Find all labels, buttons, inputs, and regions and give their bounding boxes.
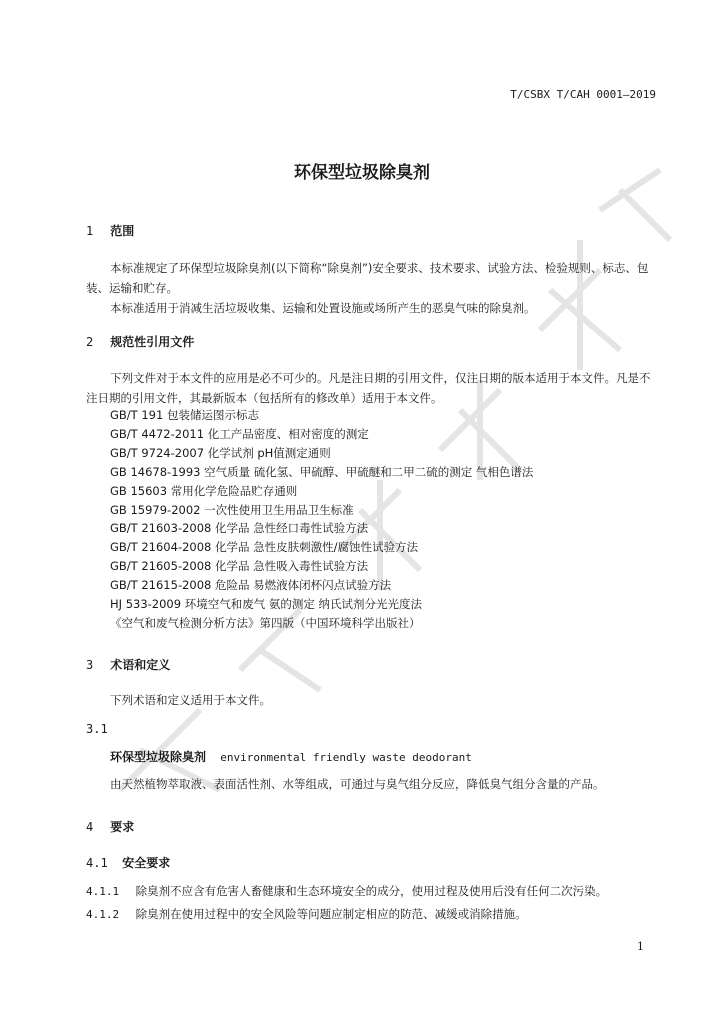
section-1-heading (86, 222, 134, 239)
reference-item: GB/T 21615-2008 危险品 易燃液体闭杯闪点试验方法 (110, 578, 392, 593)
paragraph: 由天然植物萃取液、表面活性剂、水等组成，可通过与臭气组分反应，降低臭气组分含量的产品。 (110, 777, 605, 791)
reference-list (110, 406, 533, 633)
clause-number: 4.1.2 (86, 908, 120, 921)
clause-4-1-2 (86, 906, 527, 922)
reference-item: 《空气和废气检测分析方法》第四版（中国环境科学出版社） (110, 615, 421, 630)
section-4-heading (86, 818, 134, 835)
term-entry (110, 748, 472, 765)
term-definition (86, 774, 660, 794)
section-2-intro (86, 368, 660, 408)
subsection-3-1-number: 3.1 (86, 722, 108, 736)
subsection-4-1-heading (86, 854, 170, 871)
clause-number: 4.1.1 (86, 885, 120, 898)
section-title: 要求 (110, 820, 135, 834)
reference-item: GB 14678-1993 空气质量 硫化氢、甲硫醇、甲硫醚和二甲二硫的测定 气相色谱法 (110, 464, 534, 479)
reference-item: GB/T 21605-2008 化学品 急性吸入毒性试验方法 (110, 559, 369, 574)
section-title: 范围 (110, 224, 135, 238)
clause-text: 除臭剂不应含有危害人畜健康和生态环境安全的成分，使用过程及使用后没有任何二次污染。 (135, 884, 608, 898)
document-number: T/CSBX T/CAH 0001—2019 (510, 88, 656, 101)
reference-item: GB 15603 常用化学危险品贮存通则 (110, 483, 298, 498)
reference-item: GB/T 21603-2008 化学品 急性经口毒性试验方法 (110, 521, 369, 536)
reference-item: GB 15979-2002 一次性使用卫生用品卫生标准 (110, 502, 354, 517)
subsection-number: 4.1 (86, 856, 108, 870)
page-number: 1 (637, 940, 644, 953)
section-title: 规范性引用文件 (110, 335, 195, 349)
section-3-intro (86, 690, 660, 710)
subsection-title: 安全要求 (122, 856, 171, 870)
section-number: 3 (86, 658, 94, 672)
section-2-heading (86, 333, 194, 350)
paragraph: 下列术语和定义适用于本文件。 (110, 693, 271, 707)
section-title: 术语和定义 (110, 658, 171, 672)
section-1-body (86, 258, 660, 318)
section-number: 2 (86, 335, 94, 349)
paragraph: 下列文件对于本文件的应用是必不可少的。凡是注日期的引用文件，仅注日期的版本适用于本文件。凡是不注日期的引用文件，其最新版本（包括所有的修改单）适用于本文件。 (86, 371, 651, 405)
paragraph: 本标准适用于消减生活垃圾收集、运输和处置设施或场所产生的恶臭气味的除臭剂。 (110, 301, 536, 315)
clause-text: 除臭剂在使用过程中的安全风险等问题应制定相应的防范、减缓或消除措施。 (135, 907, 527, 921)
term-english: environmental friendly waste deodorant (220, 751, 472, 764)
section-number: 4 (86, 820, 94, 834)
section-number: 1 (86, 224, 94, 238)
document-title: 环保型垃圾除臭剂 (294, 163, 430, 183)
reference-item: GB/T 21604-2008 化学品 急性皮肤刺激性/腐蚀性试验方法 (110, 540, 419, 555)
clause-4-1-1 (86, 883, 607, 899)
term-chinese: 环保型垃圾除臭剂 (110, 750, 207, 764)
reference-item: GB/T 9724-2007 化学试剂 pH值测定通则 (110, 445, 331, 460)
section-3-heading (86, 656, 170, 673)
reference-item: GB/T 191 包装储运图示标志 (110, 408, 259, 422)
reference-item: HJ 533-2009 环境空气和废气 氨的测定 纳氏试剂分光光度法 (110, 597, 423, 612)
paragraph: 本标准规定了环保型垃圾除臭剂(以下简称“除臭剂”)安全要求、技术要求、试验方法、检验规则、标志、包装、运输和贮存。 (86, 261, 649, 295)
reference-item: GB/T 4472-2011 化工产品密度、相对密度的测定 (110, 426, 369, 441)
